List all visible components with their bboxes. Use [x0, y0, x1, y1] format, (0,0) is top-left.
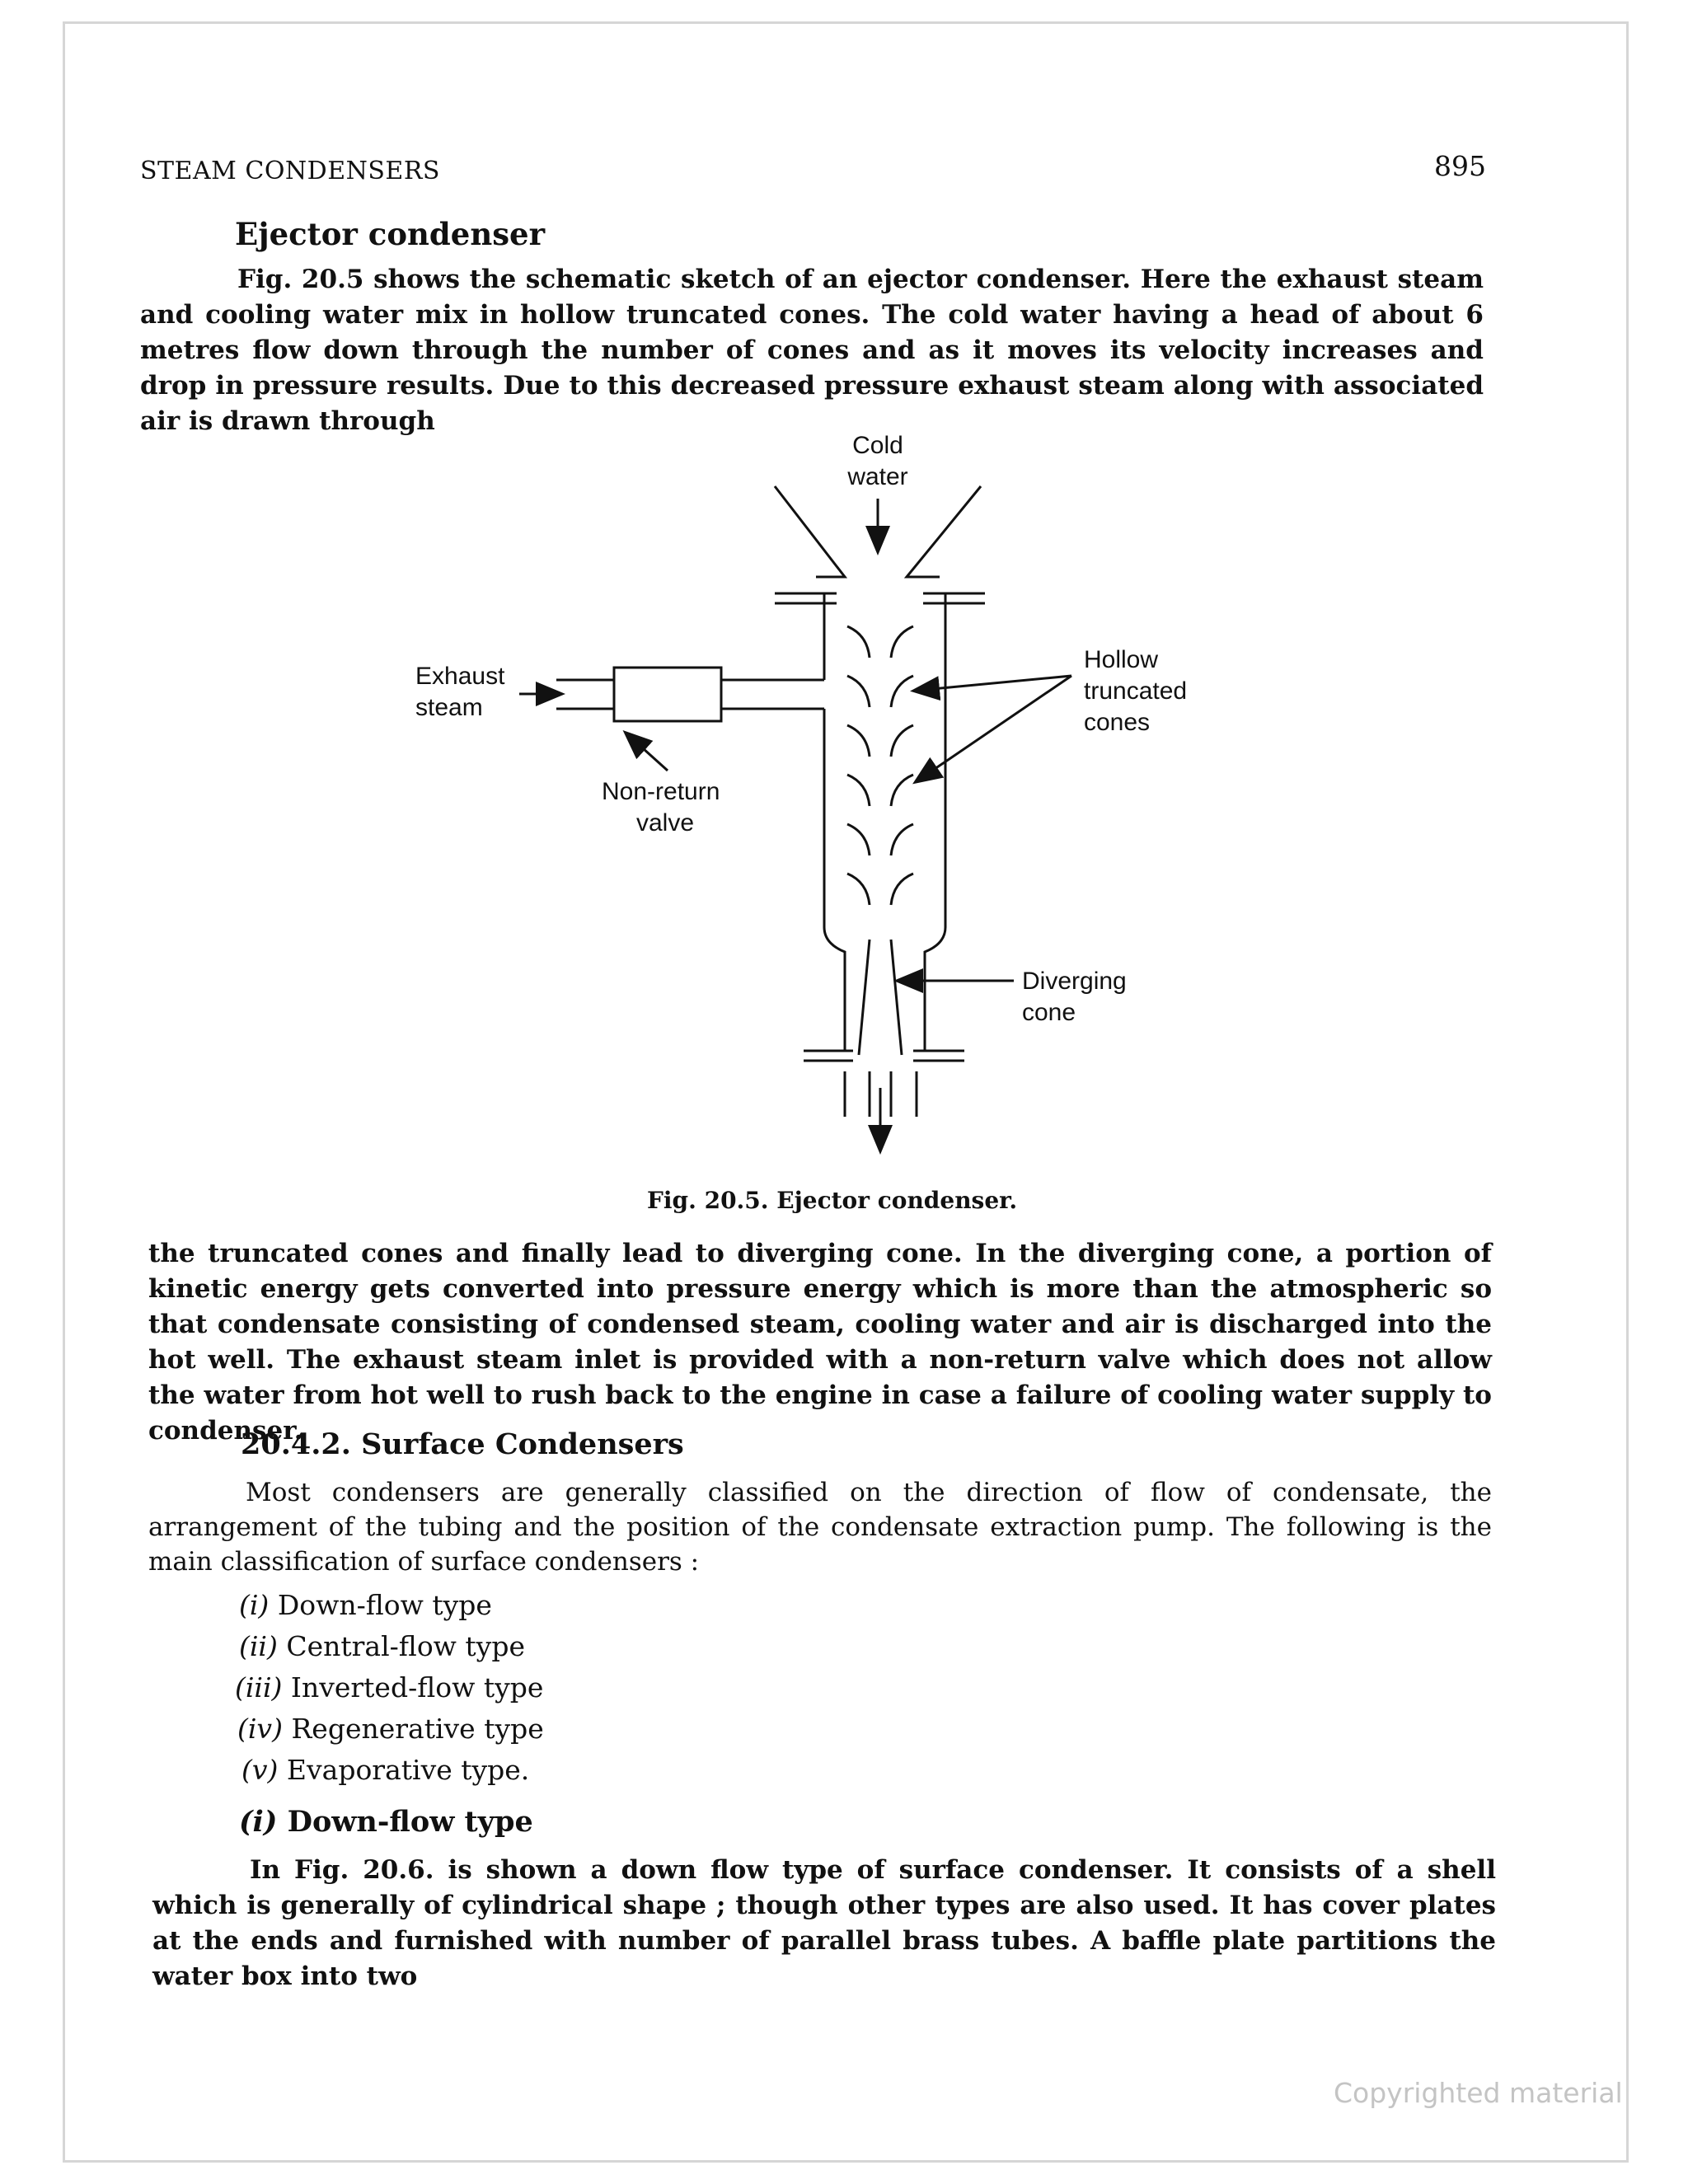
list-item: (iv) Regenerative type	[237, 1713, 544, 1745]
diverging-cone-left	[859, 940, 870, 1055]
section-title-surface: 20.4.2. Surface Condensers	[241, 1427, 684, 1461]
label-hollow-2: truncated	[1084, 677, 1188, 705]
list-item: (i) Down-flow type	[239, 1589, 492, 1621]
non-return-valve	[614, 668, 721, 721]
paragraph-downflow: In Fig. 20.6. is shown a down flow type of surface condenser. It consists of a shell which is generally of cylindrical shape ; though other types are also used. It has cover plates at the ends and furnished with number of parallel brass tubes. A baffle plate partitions the water box into two	[152, 1855, 1496, 1991]
label-exhaust-2: steam	[415, 694, 483, 721]
copyright-watermark: Copyrighted material	[1334, 2077, 1623, 2109]
label-hollow-3: cones	[1084, 709, 1151, 736]
label-diverging-1: Diverging	[1022, 968, 1127, 995]
ejector-condenser-diagram	[396, 429, 1302, 1170]
chamber-left-wall	[824, 709, 845, 1051]
label-nonreturn-2: valve	[636, 809, 695, 837]
chamber-right-wall	[925, 593, 945, 1051]
non-return-pointer	[626, 733, 668, 771]
figure-caption: Fig. 20.5. Ejector condenser.	[647, 1187, 1018, 1214]
paragraph-ejector-intro: Fig. 20.5 shows the schematic sketch of an ejector condenser. Here the exhaust steam and cooling water mix in hollow truncated cones. The cold water having a head of about 6 metres flow down through the number of cones and as it moves its velocity increases and drop in pressure results. Due to this decreased pressure exhaust steam along with associated air is drawn through	[140, 265, 1484, 436]
section-title-downflow: (i) Down-flow type	[239, 1805, 533, 1839]
funnel-left-wall	[775, 486, 845, 577]
section-title-ejector: Ejector condenser	[235, 216, 546, 252]
paragraph-surface-intro: Most condensers are generally classified on the direction of flow of condensate, the arrangement of the tubing and the position of the condensate extraction pump. The following is the main classification of surface condensers :	[148, 1478, 1492, 1577]
diverging-cone-right	[891, 940, 902, 1055]
list-item: (iii) Inverted-flow type	[235, 1671, 544, 1704]
list-item: (ii) Central-flow type	[239, 1630, 525, 1662]
label-nonreturn-1: Non-return	[602, 778, 720, 805]
label-hollow-1: Hollow	[1084, 646, 1159, 673]
label-cold-water-2: water	[847, 463, 908, 490]
running-title: STEAM CONDENSERS	[140, 157, 440, 185]
hollow-truncated-cones	[847, 626, 913, 905]
page-number: 895	[1434, 150, 1486, 182]
paragraph-ejector-continued: the truncated cones and finally lead to diverging cone. In the diverging cone, a portion of kinetic energy gets converted into pressure energy which is more than the atmospheric so that condensate consisting of condensed steam, cooling water and air is discharged into the hot well. The exhaust steam inlet is provided with a non-return valve which does not allow the water from hot well to rush back to the engine in case a failure of cooling water supply to condenser.	[148, 1239, 1492, 1446]
label-diverging-2: cone	[1022, 999, 1076, 1026]
funnel-right-wall	[907, 486, 981, 577]
label-cold-water-1: Cold	[852, 432, 903, 459]
list-item: (v) Evaporative type.	[241, 1754, 530, 1786]
label-exhaust-1: Exhaust	[415, 663, 505, 690]
